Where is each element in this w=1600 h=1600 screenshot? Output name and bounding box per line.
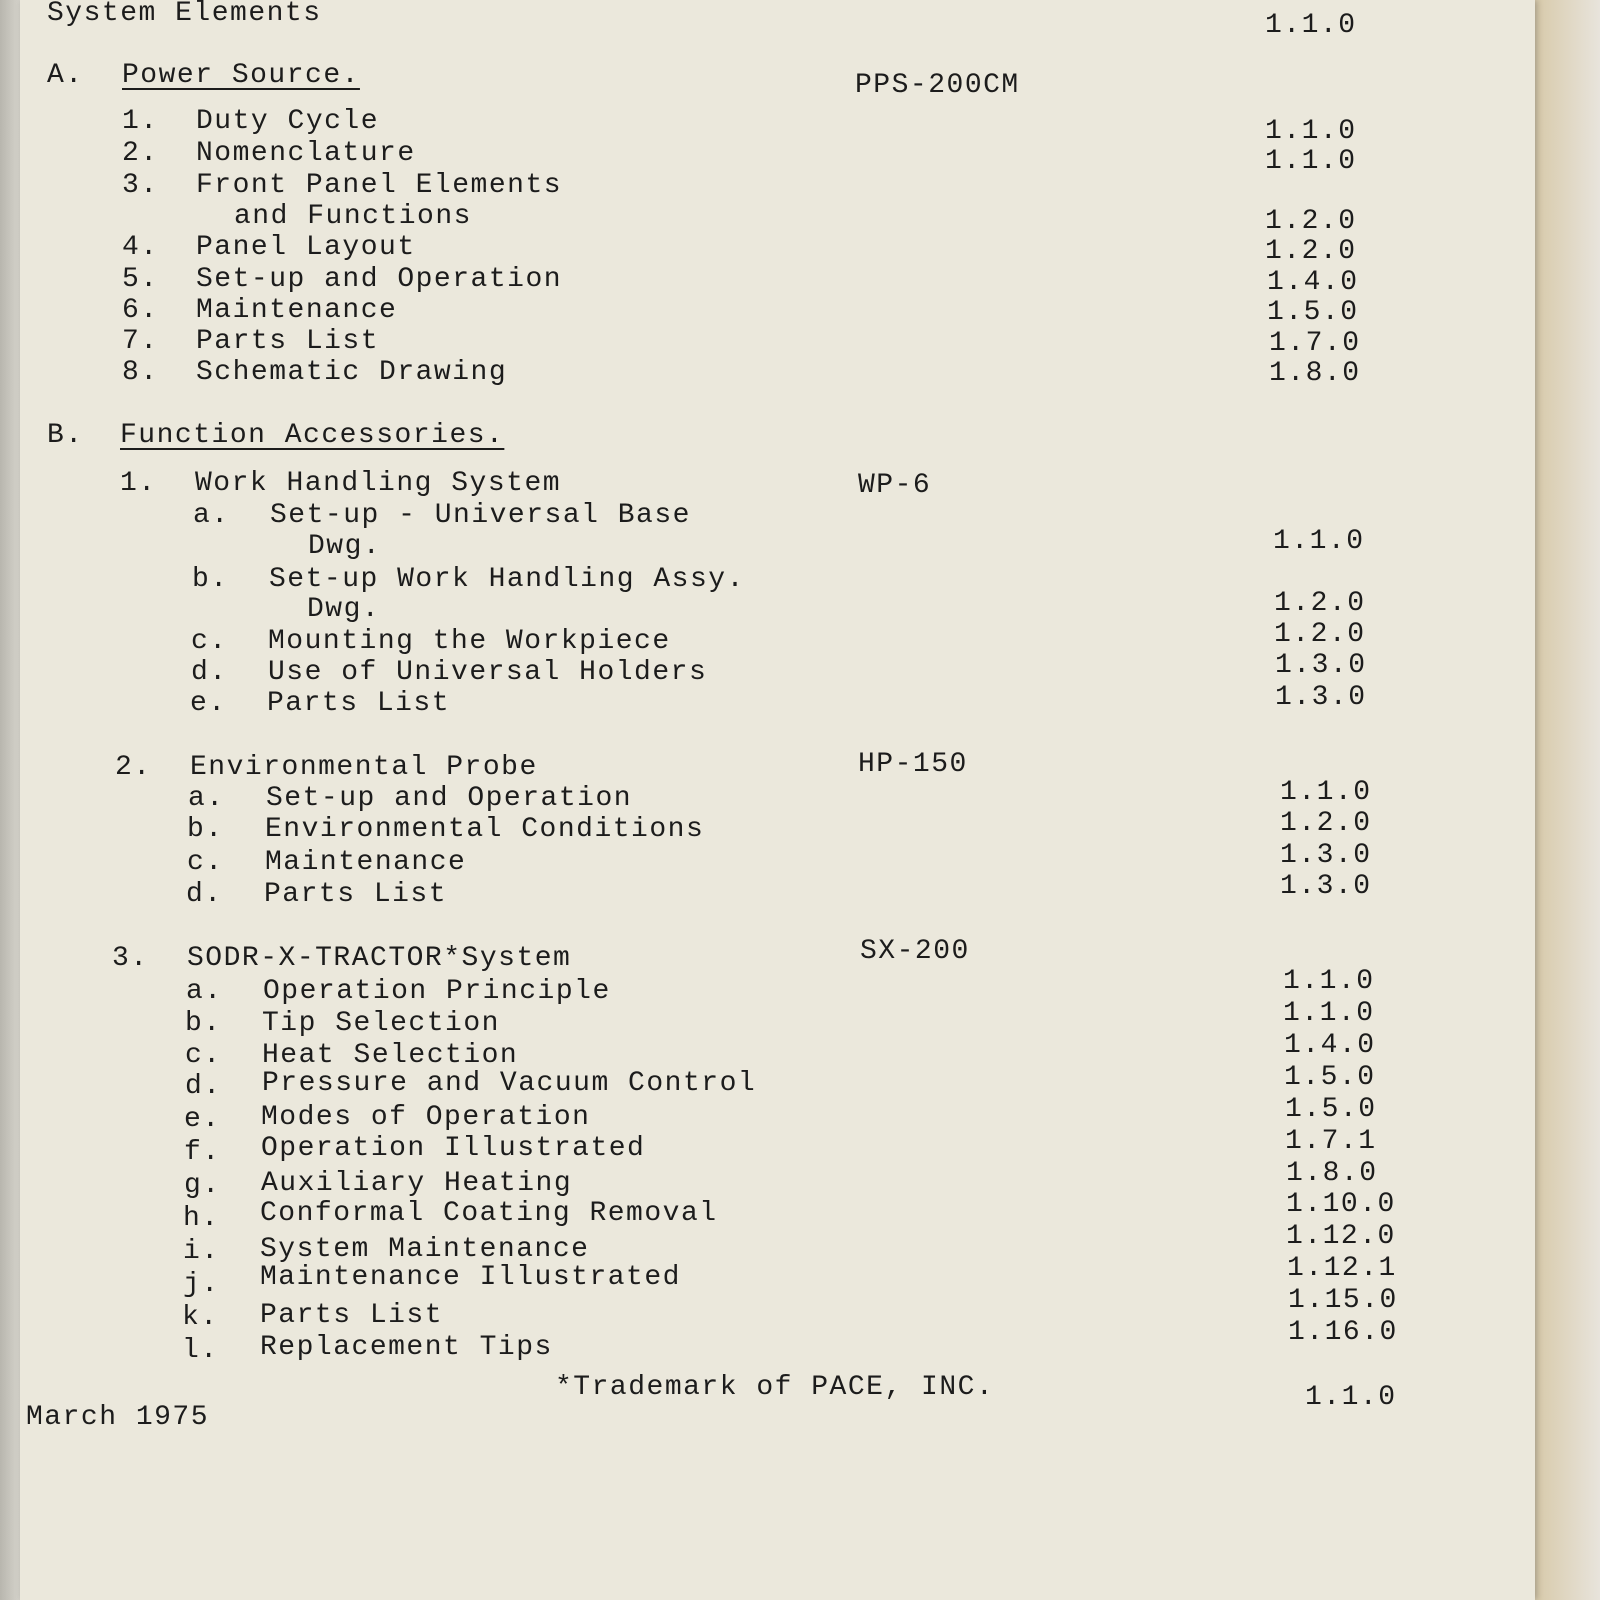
item-letter: c. <box>185 1040 222 1071</box>
item-text-continued: Dwg. <box>308 531 382 562</box>
item-text: System Maintenance <box>260 1234 590 1265</box>
item-page: 1.7.0 <box>1269 328 1361 359</box>
item-page: 1.2.0 <box>1274 588 1366 619</box>
section-label: B. <box>47 420 84 451</box>
item-page: 1.2.0 <box>1274 619 1366 650</box>
group-title: SODR-X-TRACTOR*System <box>187 943 572 974</box>
model-number: HP-150 <box>858 749 968 780</box>
item-page: 1.4.0 <box>1284 1030 1376 1061</box>
item-letter: a. <box>186 976 223 1007</box>
item-page: 1.2.0 <box>1265 236 1357 267</box>
item-text: Set-up and Operation <box>196 264 563 295</box>
section-title: Power Source. <box>122 60 360 91</box>
group-number: 1. <box>120 468 157 499</box>
item-letter: e. <box>184 1104 221 1135</box>
item-text: Set-up and Operation <box>266 783 633 814</box>
item-page: 1.5.0 <box>1285 1094 1377 1125</box>
item-letter: f. <box>184 1137 221 1168</box>
item-page: 1.1.0 <box>1283 998 1375 1029</box>
item-text: Use of Universal Holders <box>268 657 708 688</box>
document-page <box>20 0 1535 1600</box>
item-text: Maintenance <box>265 847 467 878</box>
item-page: 1.1.0 <box>1283 966 1375 997</box>
item-page: 1.8.0 <box>1286 1158 1378 1189</box>
item-text: Front Panel Elements <box>196 170 563 201</box>
group-number: 3. <box>112 943 149 974</box>
item-letter: e. <box>190 688 227 719</box>
item-page: 1.4.0 <box>1267 267 1359 298</box>
item-page: 1.8.0 <box>1269 358 1361 389</box>
item-page: 1.10.0 <box>1286 1189 1396 1220</box>
item-page: 1.3.0 <box>1275 650 1367 681</box>
item-number: 4. <box>122 232 159 263</box>
item-page: 1.1.0 <box>1265 116 1357 147</box>
item-page: 1.7.1 <box>1285 1126 1377 1157</box>
item-letter: j. <box>183 1269 220 1300</box>
item-text-continued: Dwg. <box>307 594 381 625</box>
item-letter: c. <box>187 847 224 878</box>
item-text: Duty Cycle <box>196 106 380 137</box>
item-text: Set-up Work Handling Assy. <box>269 564 745 595</box>
item-text: Modes of Operation <box>261 1102 591 1133</box>
item-text: Parts List <box>196 326 380 357</box>
item-text: Tip Selection <box>262 1008 500 1039</box>
item-page: 1.1.0 <box>1265 146 1357 177</box>
adjacent-page-edge <box>0 0 22 1600</box>
item-number: 7. <box>122 326 159 357</box>
item-letter: l. <box>182 1335 219 1366</box>
item-text: Parts List <box>267 688 451 719</box>
item-letter: g. <box>184 1170 221 1201</box>
item-page: 1.1.0 <box>1273 526 1365 557</box>
item-page: 1.16.0 <box>1288 1317 1398 1348</box>
item-page: 1.12.0 <box>1286 1221 1396 1252</box>
item-letter: h. <box>183 1203 220 1234</box>
item-page: 1.2.0 <box>1280 808 1372 839</box>
item-page: 1.2.0 <box>1265 206 1357 237</box>
page-ref: 1.1.0 <box>1265 10 1357 41</box>
item-letter: b. <box>187 814 224 845</box>
item-text: Maintenance <box>196 295 398 326</box>
item-number: 2. <box>122 138 159 169</box>
item-text: Maintenance Illustrated <box>260 1262 681 1293</box>
item-number: 5. <box>122 264 159 295</box>
item-text: Operation Principle <box>263 976 611 1007</box>
group-title: Environmental Probe <box>190 752 538 783</box>
item-text-continued: and Functions <box>234 201 472 232</box>
item-text: Conformal Coating Removal <box>260 1198 718 1229</box>
item-page: 1.15.0 <box>1288 1285 1398 1316</box>
item-letter: b. <box>185 1008 222 1039</box>
item-text: Parts List <box>264 879 448 910</box>
item-page: 1.5.0 <box>1267 297 1359 328</box>
item-letter: d. <box>191 657 228 688</box>
model-number: WP-6 <box>858 470 932 501</box>
item-page: 1.3.0 <box>1280 840 1372 871</box>
item-page: 1.5.0 <box>1284 1062 1376 1093</box>
item-text: Environmental Conditions <box>265 814 705 845</box>
item-letter: c. <box>191 626 228 657</box>
item-letter: a. <box>188 783 225 814</box>
item-letter: d. <box>186 879 223 910</box>
item-text: Schematic Drawing <box>196 357 508 388</box>
item-number: 6. <box>122 295 159 326</box>
item-text: Mounting the Workpiece <box>268 626 671 657</box>
item-page: 1.1.0 <box>1280 777 1372 808</box>
item-text: Replacement Tips <box>260 1332 553 1363</box>
item-text: Panel Layout <box>196 232 416 263</box>
item-page: 1.12.1 <box>1287 1253 1397 1284</box>
item-letter: b. <box>192 564 229 595</box>
trademark-note: *Trademark of PACE, INC. <box>555 1372 995 1403</box>
item-letter: i. <box>183 1236 220 1267</box>
section-title: Function Accessories. <box>120 420 505 451</box>
item-letter: d. <box>185 1071 222 1102</box>
item-text: Parts List <box>260 1300 444 1331</box>
item-text: Pressure and Vacuum Control <box>262 1068 757 1099</box>
item-page: 1.3.0 <box>1280 871 1372 902</box>
footer-page-ref: 1.1.0 <box>1305 1382 1397 1413</box>
item-text: Set-up - Universal Base <box>270 500 691 531</box>
item-number: 3. <box>122 170 159 201</box>
item-number: 8. <box>122 357 159 388</box>
page-heading: System Elements <box>47 0 322 29</box>
model-number: SX-200 <box>860 936 970 967</box>
document-date: March 1975 <box>26 1402 210 1433</box>
item-number: 1. <box>122 106 159 137</box>
item-page: 1.3.0 <box>1275 682 1367 713</box>
group-title: Work Handling System <box>195 468 562 499</box>
item-text: Operation Illustrated <box>261 1133 646 1164</box>
group-number: 2. <box>115 752 152 783</box>
item-text: Auxiliary Heating <box>261 1168 573 1199</box>
model-number: PPS-200CM <box>855 70 1020 101</box>
item-text: Heat Selection <box>262 1040 519 1071</box>
item-text: Nomenclature <box>196 138 416 169</box>
item-letter: k. <box>182 1302 219 1333</box>
section-label: A. <box>47 60 84 91</box>
item-letter: a. <box>193 500 230 531</box>
